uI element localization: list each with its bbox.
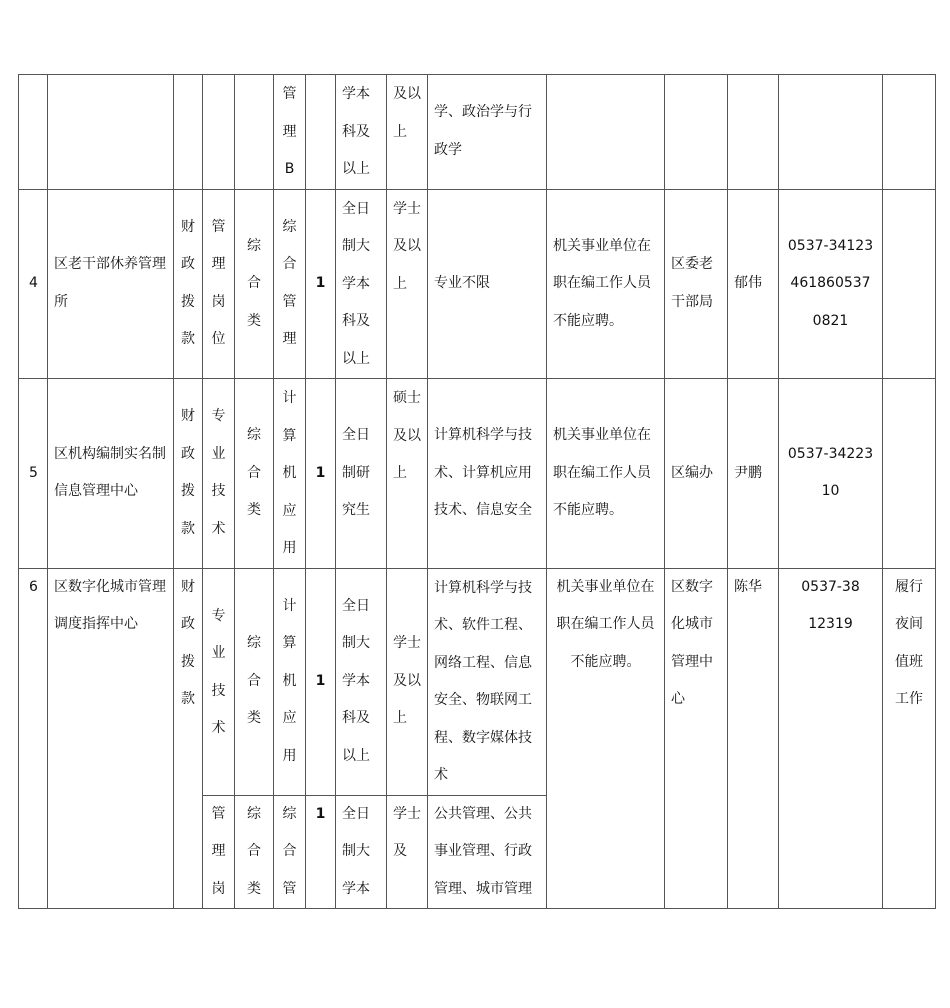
cell-conditions — [547, 75, 665, 190]
cell-education: 全日制大学本 — [336, 795, 387, 909]
cell-dept: 区编办 — [665, 379, 728, 569]
cell-fund: 财政拨款 — [174, 189, 203, 379]
cell-major: 计算机科学与技术、计算机应用技术、信息安全 — [428, 379, 547, 569]
cell-no — [19, 75, 48, 190]
cell-unit: 区老干部休养管理所 — [48, 189, 174, 379]
cell-count: 1 — [306, 568, 336, 795]
cell-post-name: 综合管 — [274, 795, 306, 909]
cell-category: 综合类 — [235, 379, 274, 569]
cell-count: 1 — [306, 379, 336, 569]
cell-contact: 尹鹏 — [728, 379, 779, 569]
cell-note: 履行夜间值班工作 — [883, 568, 936, 909]
table-row — [19, 75, 936, 190]
cell-note — [883, 189, 936, 379]
cell-fund: 财政拨款 — [174, 379, 203, 569]
table-row — [19, 189, 936, 379]
cell-conditions: 机关事业单位在职在编工作人员不能应聘。 — [547, 189, 665, 379]
cell-fund — [174, 75, 203, 190]
cell-education: 学本科及以上 — [336, 75, 387, 190]
cell-conditions: 机关事业单位在职在编工作人员不能应聘。 — [547, 568, 665, 909]
recruitment-table — [18, 74, 936, 909]
cell-contact — [728, 75, 779, 190]
table-row — [19, 568, 936, 795]
cell-post-type: 专业技术 — [203, 379, 235, 569]
cell-post-type: 专业技术 — [203, 568, 235, 795]
cell-dept: 区数字化城市管理中心 — [665, 568, 728, 909]
cell-dept: 区委老干部局 — [665, 189, 728, 379]
cell-no: 4 — [19, 189, 48, 379]
cell-post-type — [203, 75, 235, 190]
cell-major: 学、政治学与行政学 — [428, 75, 547, 190]
cell-category: 综合类 — [235, 568, 274, 795]
cell-phone: 0537-341234618605370821 — [779, 189, 883, 379]
cell-dept — [665, 75, 728, 190]
cell-conditions: 机关事业单位在职在编工作人员不能应聘。 — [547, 379, 665, 569]
cell-count: 1 — [306, 795, 336, 909]
cell-phone: 0537-3812319 — [779, 568, 883, 909]
cell-degree: 学士及以上 — [387, 568, 428, 795]
cell-major: 公共管理、公共事业管理、行政管理、城市管理 — [428, 795, 547, 909]
cell-degree: 硕士及以上 — [387, 379, 428, 569]
cell-unit — [48, 75, 174, 190]
cell-contact: 陈华 — [728, 568, 779, 909]
cell-post-name: 计算机应用 — [274, 379, 306, 569]
cell-unit: 区数字化城市管理调度指挥中心 — [48, 568, 174, 909]
cell-education: 全日制大学本科及以上 — [336, 568, 387, 795]
cell-degree: 学士及以上 — [387, 189, 428, 379]
cell-phone: 0537-3422310 — [779, 379, 883, 569]
cell-count — [306, 75, 336, 190]
cell-contact: 郁伟 — [728, 189, 779, 379]
cell-post-type: 管理岗位 — [203, 189, 235, 379]
cell-note — [883, 379, 936, 569]
cell-category: 综合类 — [235, 189, 274, 379]
cell-education: 全日制研究生 — [336, 379, 387, 569]
cell-phone — [779, 75, 883, 190]
cell-no: 6 — [19, 568, 48, 909]
cell-post-type: 管理岗 — [203, 795, 235, 909]
cell-degree: 学士及 — [387, 795, 428, 909]
cell-major: 专业不限 — [428, 189, 547, 379]
table-row — [19, 379, 936, 569]
cell-post-name: 管理B — [274, 75, 306, 190]
cell-education: 全日制大学本科及以上 — [336, 189, 387, 379]
cell-unit: 区机构编制实名制信息管理中心 — [48, 379, 174, 569]
cell-count: 1 — [306, 189, 336, 379]
cell-post-name: 计算机应用 — [274, 568, 306, 795]
cell-degree: 及以上 — [387, 75, 428, 190]
cell-no: 5 — [19, 379, 48, 569]
cell-category: 综合类 — [235, 795, 274, 909]
cell-post-name: 综合管理 — [274, 189, 306, 379]
cell-category — [235, 75, 274, 190]
cell-major: 计算机科学与技术、软件工程、网络工程、信息安全、物联网工程、数字媒体技术 — [428, 568, 547, 795]
cell-note — [883, 75, 936, 190]
cell-fund: 财政拨款 — [174, 568, 203, 909]
